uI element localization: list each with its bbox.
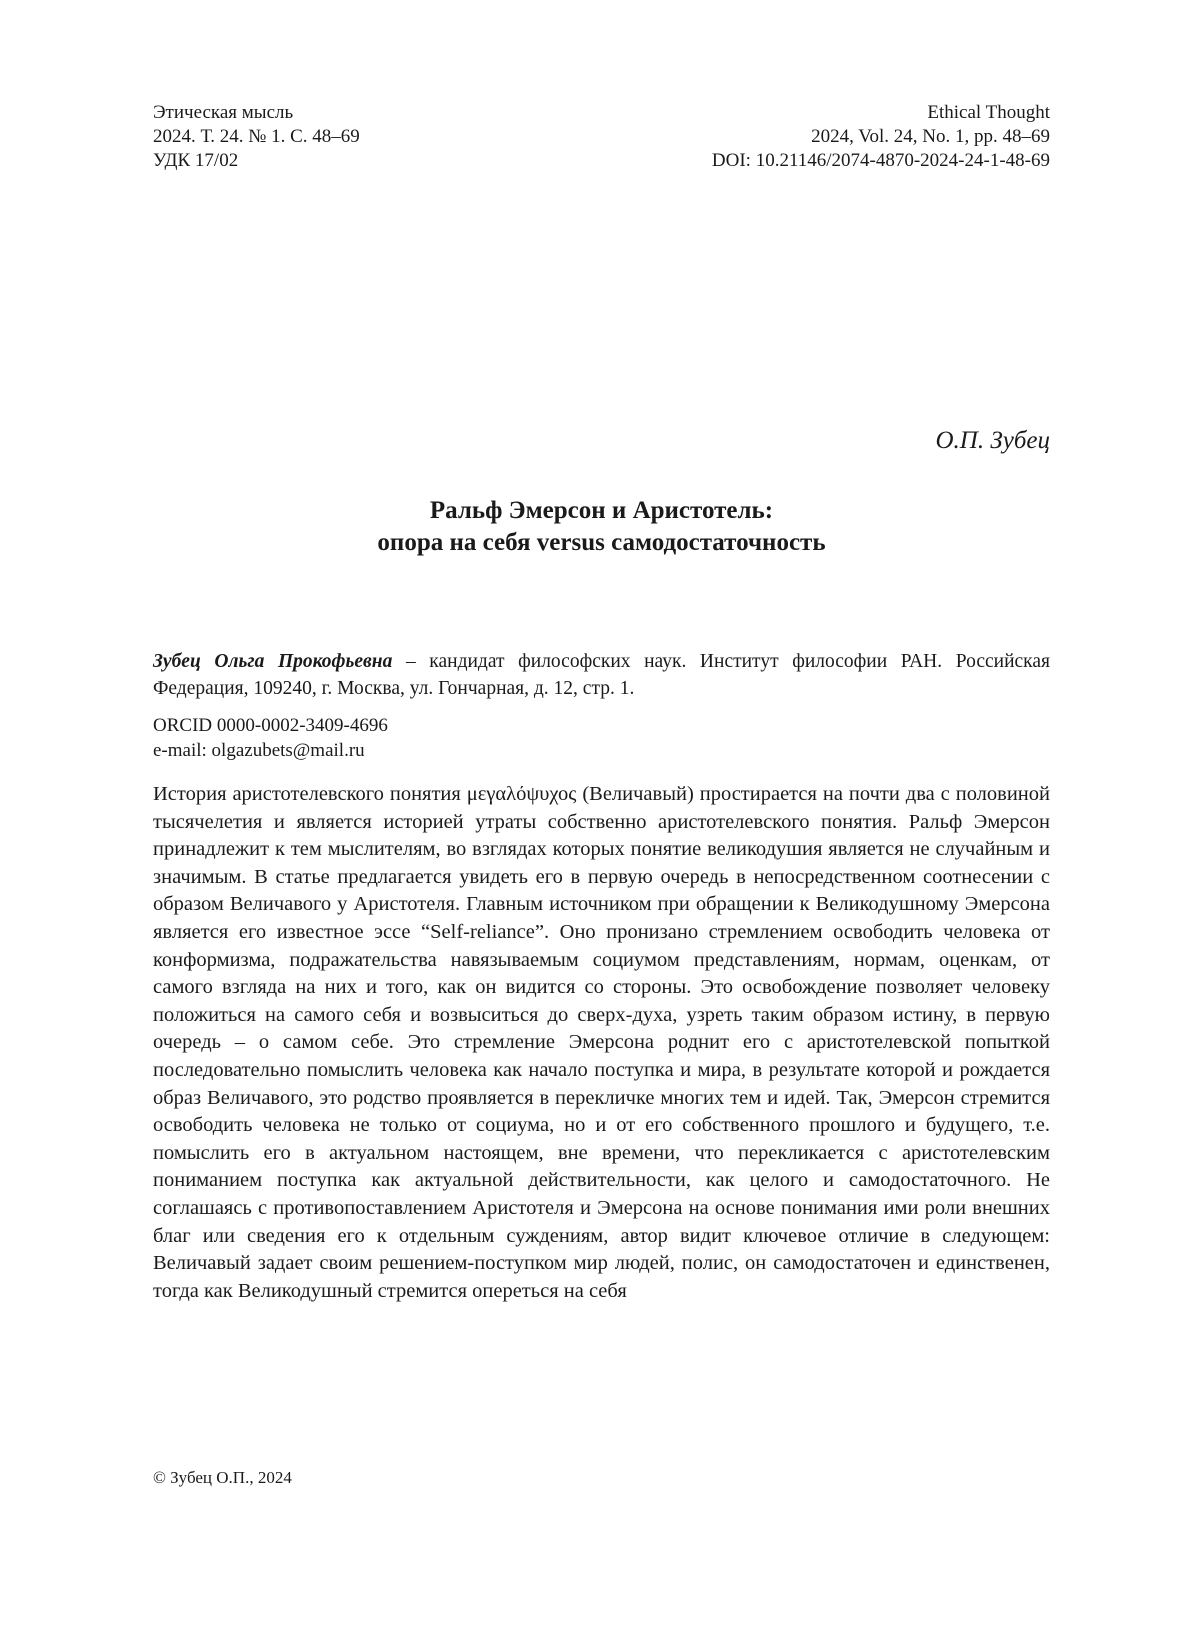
udc-code: УДК 17/02 xyxy=(153,150,239,171)
issue-info-en: 2024, Vol. 24, No. 1, pp. 48–69 xyxy=(811,126,1050,147)
title-line-2: опора на себя versus самодостаточность xyxy=(377,529,826,556)
journal-name-ru: Этическая мысль xyxy=(153,102,294,123)
article-title xyxy=(153,495,1050,559)
orcid: ORCID 0000-0002-3409-4696 xyxy=(153,715,388,736)
doi: DOI: 10.21146/2074-4870-2024-24-1-48-69 xyxy=(711,150,1050,171)
abstract-text: История аристотелевского понятия μεγαλόψυχος (Величавый) простирается на почти два с половиной тысячелетия и является историей утраты собственно аристотелевского понятия. Ральф Эмерсон принадлежит к тем мыслителям, во взглядах которых понятие великодушия является не случайным и значимым. В статье предлагается увидеть его в первую очередь в непосредственном соотнесении с образом Величавого у Аристотеля. Главным источником при обращении к Великодушному Эмерсона является его известное эссе “Self-reliance”. Оно пронизано стремлением освободить человека от конформизма, подражательства навязываемым социумом представлениям, нормам, оценкам, от самого взгляда на них и того, как он видится со стороны. Это освобождение позволяет человеку положиться на самого себя и возвыситься до сверх-духа, узреть таким образом истину, в первую очередь – о самом себе. Это стремление Эмерсона роднит его с аристотелевской попыткой последовательно помыслить человека как начало поступка и мира, в результате которой и рождается образ Величавого, это родство проявляется в перекличке многих тем и идей. Так, Эмерсон стремится освободить человека не только от социума, но и от его собственного прошлого и будущего, т.е. помыслить его в актуальном настоящем, вне времени, что перекликается с аристотелевским пониманием поступка как актуальной действительности, как целого и самодостаточного. Не соглашаясь с противопоставлением Аристотеля и Эмерсона на основе понимания ими роли внешних благ или сведения его к отдельным суждениям, автор видит ключевое отличие в следующем: Величавый задает своим решением-поступком мир людей, полис, он самодостаточен и единственен, тогда как Великодушный стремится опереться на себя xyxy=(153,783,1050,1302)
journal-name-en: Ethical Thought xyxy=(927,102,1050,123)
copyright: © Зубец О.П., 2024 xyxy=(153,1468,292,1487)
header-right xyxy=(712,101,1050,173)
header-left xyxy=(153,101,360,173)
issue-info-ru: 2024. Т. 24. № 1. С. 48–69 xyxy=(153,126,360,147)
author-signature: О.П. Зубец xyxy=(935,427,1050,454)
author-contacts xyxy=(153,713,1050,763)
author-affiliation xyxy=(153,648,1050,702)
affiliation-details: – кандидат философских наук. Институт философии РАН. Российская Федерация, 109240, г. Москва, ул. Гончарная, д. 12, стр. 1. xyxy=(153,651,1050,699)
email: e-mail: olgazubets@mail.ru xyxy=(153,740,365,761)
title-line-1: Ральф Эмерсон и Аристотель: xyxy=(429,497,774,524)
author-name: Зубец Ольга Прокофьевна xyxy=(153,651,393,672)
